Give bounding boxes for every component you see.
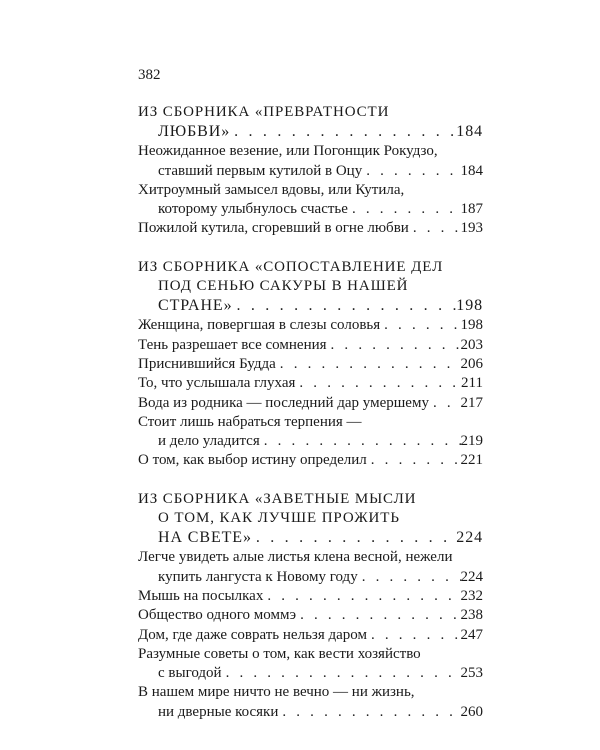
entry-page-ref: 232 — [460, 587, 483, 604]
entry-title-text: Дом, где даже соврать нельзя даром — [138, 626, 367, 643]
toc-section — [138, 103, 483, 239]
toc-entry[interactable] — [138, 645, 483, 684]
entry-page-ref: 253 — [460, 665, 483, 682]
dot-leader — [367, 626, 461, 645]
section-title-last-line — [138, 528, 483, 548]
dot-leader — [409, 219, 461, 238]
entry-title-text: Мышь на посылках — [138, 587, 264, 604]
entry-title-text: О том, как выбор истину определил — [138, 452, 367, 469]
entry-page-ref: 193 — [460, 220, 483, 237]
toc-entry[interactable] — [138, 413, 483, 452]
entry-title-text: ни дверные косяки — [158, 703, 279, 720]
entry-page-ref: 224 — [460, 568, 483, 585]
toc-section — [138, 258, 483, 471]
dot-leader — [362, 162, 460, 181]
entry-last-line — [138, 587, 483, 606]
dot-leader — [295, 374, 461, 393]
toc-entry[interactable] — [138, 336, 483, 355]
dot-leader — [327, 336, 461, 355]
toc-entry[interactable] — [138, 548, 483, 587]
entry-page-ref: 203 — [460, 336, 483, 353]
dot-leader — [380, 316, 460, 335]
toc-section — [138, 490, 483, 722]
entry-last-line — [138, 703, 483, 722]
entry-page-ref: 221 — [460, 452, 483, 469]
toc-entry[interactable] — [138, 587, 483, 606]
entry-title-text: которому улыбнулось счастье — [158, 201, 348, 218]
section-title-text: ЛЮБВИ» — [158, 123, 231, 141]
entry-last-line — [138, 626, 483, 645]
entry-last-line — [138, 200, 483, 219]
entry-title-text: То, что услышала глухая — [138, 375, 296, 392]
dot-leader — [276, 355, 461, 374]
entry-title-text: Общество одного моммэ — [138, 607, 297, 624]
section-title-last-line — [138, 122, 483, 142]
toc-entry[interactable] — [138, 219, 483, 238]
dot-leader — [260, 432, 461, 451]
entry-last-line — [138, 336, 483, 355]
section-title-line: ПОД СЕНЬЮ САКУРЫ В НАШЕЙ — [158, 278, 409, 295]
section-title-last-line — [138, 296, 483, 316]
section-title-text: СТРАНЕ» — [158, 297, 233, 315]
entry-last-line — [138, 664, 483, 683]
dot-leader — [263, 587, 460, 606]
entry-page-ref: 211 — [461, 375, 483, 392]
entry-page-ref: 217 — [460, 394, 483, 411]
entry-last-line — [138, 219, 483, 238]
entry-page-ref: 219 — [460, 433, 483, 450]
page-number: 382 — [138, 67, 161, 83]
toc-entry[interactable] — [138, 394, 483, 413]
dot-leader — [278, 703, 460, 722]
entry-title-line: Легче увидеть алые листья клена весной, нежели — [138, 549, 453, 566]
entry-title-line: Хитроумный замысел вдовы, или Кутила, — [138, 181, 405, 198]
entry-title-line: В нашем мире ничто не вечно — ни жизнь, — [138, 684, 415, 701]
section-page-ref: 184 — [456, 123, 483, 141]
entry-title-text: и дело уладится — [158, 433, 260, 450]
dot-leader — [429, 394, 461, 413]
dot-leader — [296, 606, 460, 625]
table-of-contents — [138, 103, 483, 741]
dot-leader — [230, 122, 456, 142]
section-title-line: О ТОМ, КАК ЛУЧШЕ ПРОЖИТЬ — [158, 510, 400, 527]
entry-title-text: Вода из родника — последний дар умершему — [138, 394, 429, 411]
toc-entry[interactable] — [138, 316, 483, 335]
entry-last-line — [138, 451, 483, 470]
entry-last-line — [138, 374, 483, 393]
entry-page-ref: 184 — [460, 162, 483, 179]
section-page-ref: 224 — [456, 529, 483, 547]
entry-title-line: Неожиданное везение, или Погонщик Рокудзо, — [138, 143, 438, 160]
entry-title-text: ставший первым кутилой в Оцу — [158, 162, 363, 179]
entry-title-text: Пожилой кутила, сгоревший в огне любви — [138, 220, 409, 237]
entry-page-ref: 198 — [460, 317, 483, 334]
entry-last-line — [138, 432, 483, 451]
entry-last-line — [138, 394, 483, 413]
entry-title-text: купить лангуста к Новому году — [158, 568, 358, 585]
section-title-text: НА СВЕТЕ» — [158, 529, 252, 547]
section-title-line: ИЗ СБОРНИКА «ЗАВЕТНЫЕ МЫСЛИ — [138, 490, 417, 507]
entry-page-ref: 260 — [460, 703, 483, 720]
entry-title-text: с выгодой — [158, 665, 222, 682]
toc-entry[interactable] — [138, 451, 483, 470]
toc-entry[interactable] — [138, 142, 483, 181]
entry-page-ref: 247 — [460, 626, 483, 643]
dot-leader — [367, 451, 461, 470]
dot-leader — [222, 664, 461, 683]
toc-entry[interactable] — [138, 355, 483, 374]
toc-entry[interactable] — [138, 606, 483, 625]
toc-entry[interactable] — [138, 374, 483, 393]
entry-last-line — [138, 568, 483, 587]
toc-entry[interactable] — [138, 181, 483, 220]
entry-title-text: Приснившийся Будда — [138, 355, 276, 372]
entry-page-ref: 238 — [460, 607, 483, 624]
entry-title-text: Тень разрешает все сомнения — [138, 336, 327, 353]
dot-leader — [348, 200, 461, 219]
entry-last-line — [138, 316, 483, 335]
section-page-ref: 198 — [456, 297, 483, 315]
entry-last-line — [138, 162, 483, 181]
entry-title-line: Разумные советы о том, как вести хозяйство — [138, 645, 421, 662]
section-title-line: ИЗ СБОРНИКА «ПРЕВРАТНОСТИ — [138, 104, 390, 120]
section-title-line: ИЗ СБОРНИКА «СОПОСТАВЛЕНИЕ ДЕЛ — [138, 258, 444, 275]
entry-title-text: Женщина, повергшая в слезы соловья — [138, 317, 381, 334]
dot-leader — [252, 528, 456, 548]
entry-title-line: Стоит лишь набраться терпения — — [138, 413, 362, 430]
entry-page-ref: 206 — [460, 355, 483, 372]
dot-leader — [358, 568, 461, 587]
dot-leader — [232, 296, 456, 316]
toc-entry[interactable] — [138, 683, 483, 722]
entry-page-ref: 187 — [460, 201, 483, 218]
entry-last-line — [138, 355, 483, 374]
entry-last-line — [138, 606, 483, 625]
toc-entry[interactable] — [138, 626, 483, 645]
